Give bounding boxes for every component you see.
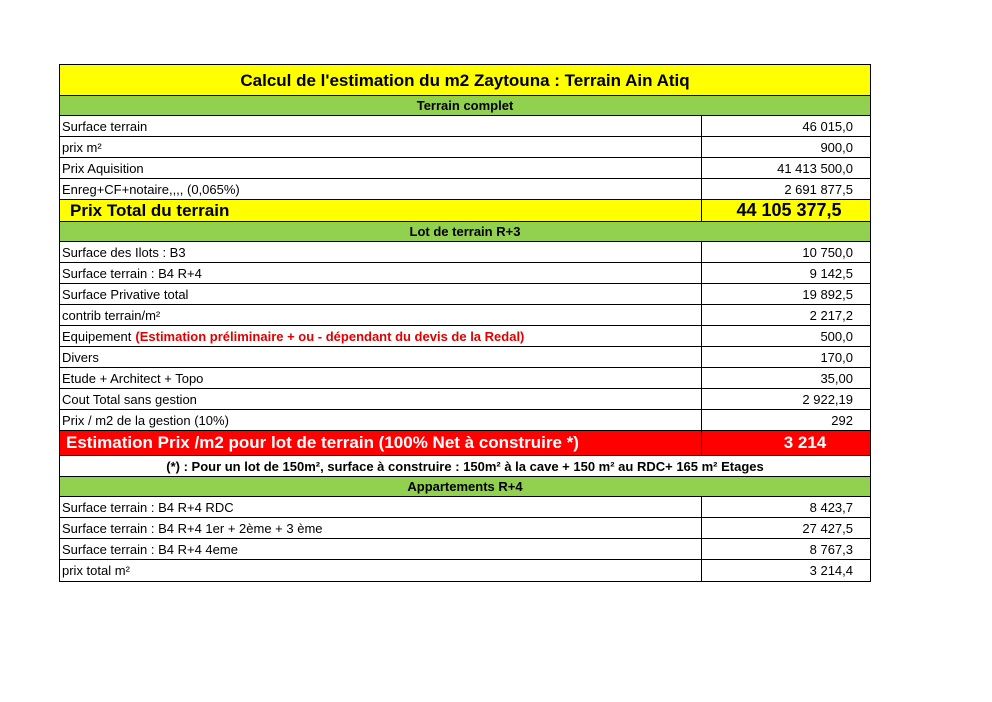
- row-value: 292: [831, 412, 853, 428]
- table-row: [60, 368, 870, 389]
- table-row: [60, 389, 870, 410]
- row-value: 27 427,5: [802, 520, 853, 536]
- row-label: Surface terrain: [60, 116, 702, 136]
- row-value: 35,00: [820, 370, 853, 386]
- table-row: [60, 518, 870, 539]
- row-label: Surface terrain : B4 R+4 1er + 2ème + 3 ème: [60, 518, 702, 538]
- row-value: 10 750,0: [802, 244, 853, 260]
- row-label: Surface terrain : B4 R+4 RDC: [60, 497, 702, 517]
- section-header-appartements: [60, 477, 870, 497]
- table-row: [60, 179, 870, 200]
- equipement-note: (Estimation préliminaire + ou - dépendant du devis de la Redal): [135, 328, 525, 344]
- total-value: 44 105 377,5: [736, 200, 842, 220]
- row-label: Divers: [60, 347, 702, 367]
- estimation-value: 3 214: [783, 433, 827, 452]
- row-label: Surface des Ilots : B3: [60, 242, 702, 262]
- row-value: 9 142,5: [809, 265, 853, 281]
- row-value: 46 015,0: [802, 118, 853, 134]
- estimation-label: Estimation Prix /m2 pour lot de terrain (100% Net à construire *): [60, 431, 702, 455]
- row-label: contrib terrain/m²: [60, 305, 702, 325]
- row-value: 2 217,2: [809, 307, 853, 323]
- table-row: [60, 284, 870, 305]
- row-label: Equipement: [62, 328, 132, 344]
- table-row: [60, 410, 870, 431]
- total-row: [60, 200, 870, 222]
- footnote-row: [60, 456, 870, 477]
- total-label: Prix Total du terrain: [60, 200, 702, 221]
- row-label: Surface terrain : B4 R+4 4eme: [60, 539, 702, 559]
- row-label-equipement: [60, 326, 702, 346]
- section-header-lot-terrain: [60, 222, 870, 242]
- table-row: [60, 158, 870, 179]
- table-row: [60, 560, 870, 581]
- row-label: prix m²: [60, 137, 702, 157]
- row-value: 170,0: [820, 349, 853, 365]
- table-row: [60, 263, 870, 284]
- title-row: [60, 65, 870, 96]
- section-title: Terrain complet: [416, 98, 514, 113]
- table-row: [60, 137, 870, 158]
- row-value: 2 691 877,5: [784, 181, 853, 197]
- table-row: [60, 497, 870, 518]
- table-row: [60, 539, 870, 560]
- row-label: Cout Total sans gestion: [60, 389, 702, 409]
- table-row: [60, 326, 870, 347]
- section-header-terrain-complet: [60, 96, 870, 116]
- table-row: [60, 347, 870, 368]
- row-label: Enreg+CF+notaire,,,, (0,065%): [60, 179, 702, 199]
- section-title: Appartements R+4: [407, 479, 523, 494]
- row-label: Prix / m2 de la gestion (10%): [60, 410, 702, 430]
- row-value: 8 423,7: [809, 499, 853, 515]
- row-value: 2 922,19: [802, 391, 853, 407]
- estimation-row: [60, 431, 870, 456]
- row-label: Surface terrain : B4 R+4: [60, 263, 702, 283]
- estimation-table: [59, 64, 871, 582]
- section-title: Lot de terrain R+3: [409, 224, 521, 239]
- row-value: 500,0: [820, 328, 853, 344]
- row-value: 19 892,5: [802, 286, 853, 302]
- row-value: 8 767,3: [809, 541, 853, 557]
- row-label: Prix Aquisition: [60, 158, 702, 178]
- footnote: (*) : Pour un lot de 150m², surface à construire : 150m² à la cave + 150 m² au RDC+ 165 m² Etages: [166, 458, 764, 474]
- row-label: prix total m²: [60, 560, 702, 581]
- row-value: 41 413 500,0: [777, 160, 853, 176]
- table-row: [60, 116, 870, 137]
- table-row: [60, 305, 870, 326]
- row-label: Surface Privative total: [60, 284, 702, 304]
- row-label: Etude + Architect + Topo: [60, 368, 702, 388]
- row-value: 900,0: [820, 139, 853, 155]
- table-row: [60, 242, 870, 263]
- page-title: Calcul de l'estimation du m2 Zaytouna : Terrain Ain Atiq: [240, 70, 690, 90]
- row-value: 3 214,4: [809, 563, 853, 578]
